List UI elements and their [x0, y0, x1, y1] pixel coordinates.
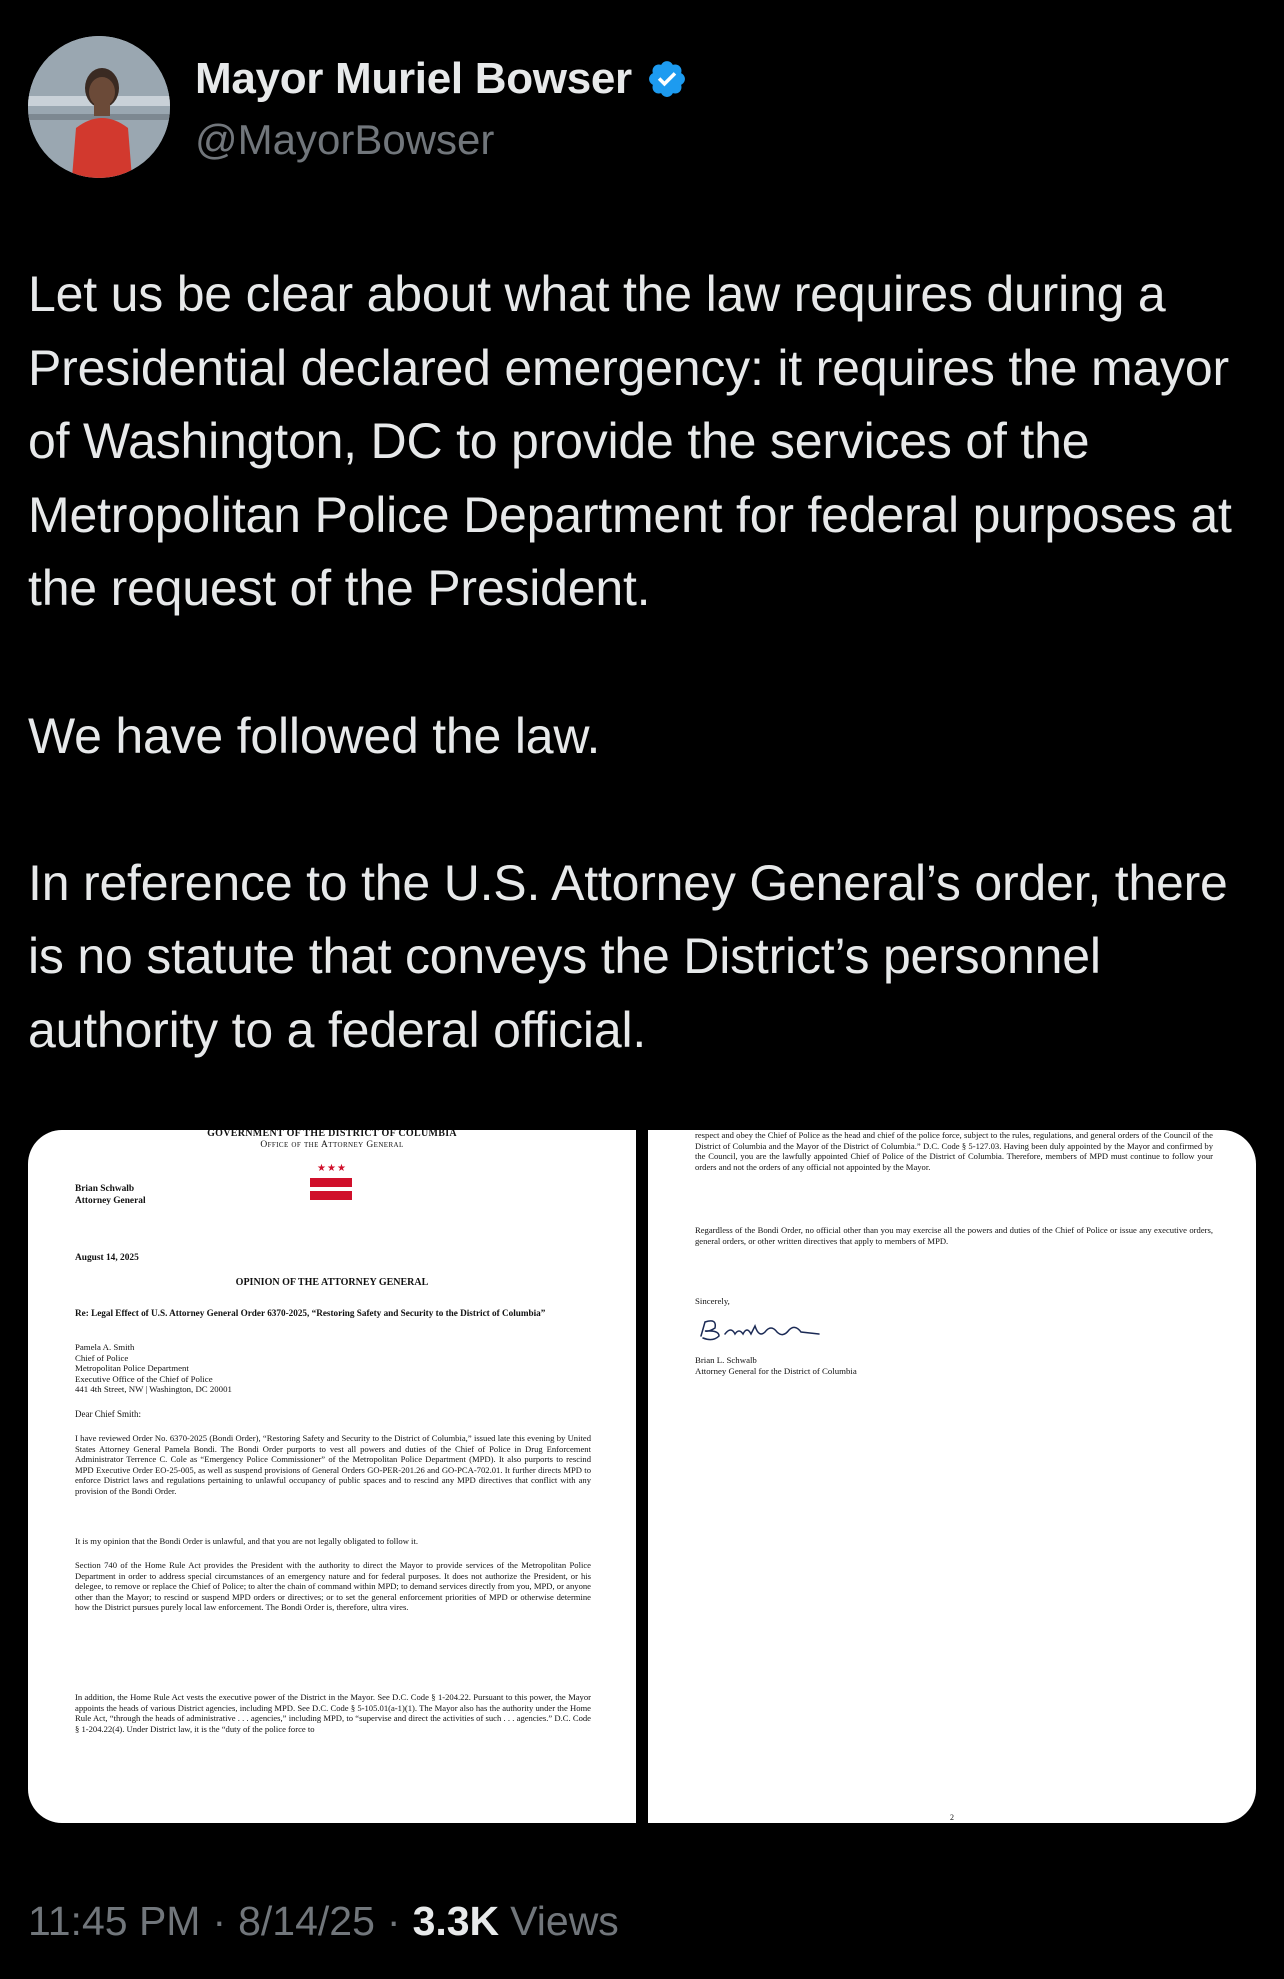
doc-signer-name: Brian L. Schwalb [695, 1355, 757, 1365]
tweet-time[interactable]: 11:45 PM [28, 1898, 201, 1944]
doc-signer-title: Attorney General [75, 1196, 146, 1206]
doc-address-line: Executive Office of the Chief of Police [75, 1373, 213, 1384]
doc-paragraph: Section 740 of the Home Rule Act provides the President with the authority to direct the Mayor to provide services of the Metropolitan Police Department in order to address special circumstances of an emergency nature and for federal purposes. It does not authorize the President, or his delegee, to remove or replace the Chief of Police; to alter the chain of command within MPD; to demand services directly from you, MPD, or anyone other than the Mayor; to rescind or suspend MPD orders or directives; or to set the general enforcement priorities of MPD or otherwise determine how the District pursues purely local law enforcement. The Bondi Order is, therefore, ultra vires. [75, 1560, 591, 1612]
doc-heading: OPINION OF THE ATTORNEY GENERAL [235, 1277, 429, 1288]
tweet-header [28, 36, 1248, 178]
doc-header-line2: Office of the Attorney General [260, 1140, 404, 1150]
doc-salutation: Dear Chief Smith: [75, 1409, 141, 1419]
user-handle[interactable]: @MayorBowser [195, 116, 495, 163]
doc-paragraph: In addition, the Home Rule Act vests the executive power of the District in the Mayor. See D.C. Code § 1-204.22. Pursuant to this power, the Mayor appoints the heads of various District agencies, including MPD. See D.C. Code § 5-105.01(a-1)(1). The Mayor also has the authority under the Home Rule Act, “through the heads of administrative . . . agencies,” including MPD, to “supervise and direct the activities of such . . . agencies.” D.C. Code § 1-204.22(4). Under District law, it is the “duty of the police force to [75, 1692, 591, 1734]
verified-badge-icon[interactable] [646, 58, 688, 100]
doc-paragraph: It is my opinion that the Bondi Order is unlawful, and that you are not legally obligated to follow it. [75, 1536, 418, 1546]
doc-address-line: Chief of Police [75, 1352, 129, 1363]
doc-paragraph: I have reviewed Order No. 6370-2025 (Bondi Order), “Restoring Safety and Security to the District of Columbia,” issued late this evening by United States Attorney General Pamela Bondi. The Bondi Order purports to vest all powers and duties of the Chief of Police in Drug Enforcement Administrator Terrence C. Cole as “Emergency Police Commissioner” of the Metropolitan Police Department (MPD). It also purports to rescind MPD Executive Order EO-25-005, as well as suspend provisions of General Orders GO-PER-201.26 and GO-PCA-702.01. It further directs MPD to enforce District laws and regulations pertaining to unlawful occupancy of public spaces and to rescind any MPD directives that conflict with any provision of the Bondi Order. [75, 1433, 591, 1496]
doc-paragraph: Regardless of the Bondi Order, no official other than you may exercise all the powers and duties of the Chief of Police or issue any executive orders, general orders, or other written directives that apply to members of MPD. [695, 1225, 1213, 1246]
svg-text:★: ★ [317, 1163, 326, 1174]
document-image-page-2[interactable] [648, 1130, 1256, 1823]
separator: · [386, 1898, 401, 1944]
doc-signer-title: Attorney General for the District of Columbia [695, 1366, 857, 1376]
tweet-paragraph: We have followed the law. [28, 707, 601, 764]
doc-address [75, 1342, 475, 1395]
doc-re-line: Re: Legal Effect of U.S. Attorney General Order 6370-2025, “Restoring Safety and Security to the District of Columbia” [75, 1308, 546, 1318]
signature-image [695, 1316, 825, 1346]
tweet-meta [28, 1898, 619, 1945]
doc-signer-name: Brian Schwalb [75, 1184, 135, 1194]
tweet-text [28, 258, 1258, 1068]
tweet-paragraph: Let us be clear about what the law requires during a Presidential declared emergency: it requires the mayor of Washington, DC to provide the services of the Metropolitan Police Department for federal purposes at the request of the President. [28, 266, 1232, 617]
doc-header-line1: GOVERNMENT OF THE DISTRICT OF COLUMBIA [207, 1130, 457, 1139]
avatar[interactable] [28, 36, 170, 178]
dc-flag-icon [308, 1162, 354, 1202]
doc-date: August 14, 2025 [75, 1253, 139, 1263]
display-name[interactable]: Mayor Muriel Bowser [195, 54, 632, 103]
tweet-date[interactable]: 8/14/25 [238, 1898, 375, 1944]
doc-address-line: 441 4th Street, NW | Washington, DC 20001 [75, 1384, 232, 1395]
tweet-paragraph: In reference to the U.S. Attorney General’s order, there is no statute that conveys the District’s personnel authority to a federal official. [28, 854, 1228, 1058]
doc-paragraph: respect and obey the Chief of Police as the head and chief of the police force, subject to the rules, regulations, and general orders of the Council of the District of Columbia and the Mayor of the District of Columbia.” D.C. Code § 5-127.03. Having been duly appointed by the Mayor and confirmed by the Council, you are the lawfully appointed Chief of Police of the District of Columbia. Therefore, members of MPD must continue to follow your orders and not the orders of any official not appointed by the Mayor. [695, 1130, 1213, 1172]
doc-address-line: Pamela A. Smith [75, 1342, 135, 1352]
doc-page-number: 2 [950, 1813, 954, 1822]
doc-closing: Sincerely, [695, 1296, 730, 1306]
tweet-media[interactable] [28, 1130, 1256, 1823]
views-label: Views [510, 1898, 619, 1944]
document-image-page-1[interactable] [28, 1130, 636, 1823]
separator: · [212, 1898, 227, 1944]
views-count[interactable]: 3.3K [412, 1898, 500, 1944]
avatar-image [28, 36, 170, 178]
svg-text:★: ★ [327, 1163, 336, 1174]
svg-text:★: ★ [337, 1163, 346, 1174]
doc-address-line: Metropolitan Police Department [75, 1363, 189, 1374]
